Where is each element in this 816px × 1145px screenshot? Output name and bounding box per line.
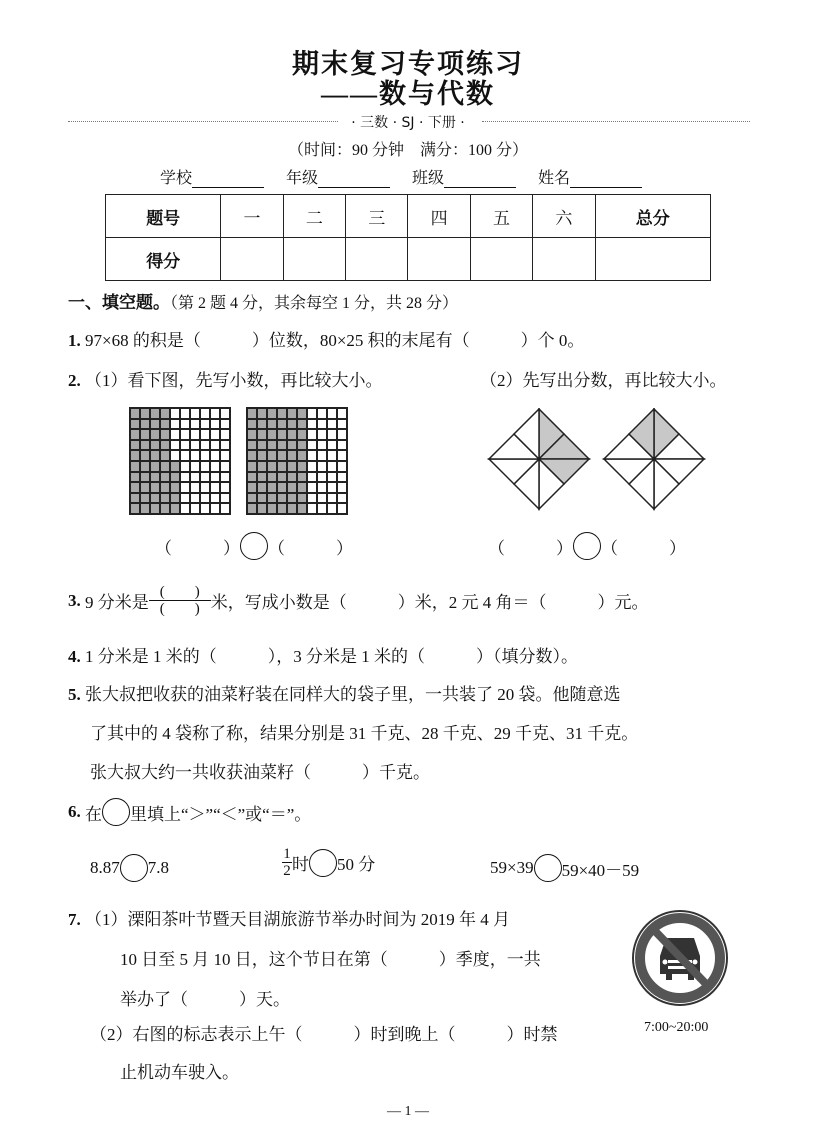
- grid-cell: [277, 503, 287, 514]
- grid-cell: [317, 482, 327, 493]
- grid-cell: [277, 429, 287, 440]
- grid-cell: [130, 429, 140, 440]
- grid-cell: [160, 493, 170, 504]
- grid-cell: [337, 461, 347, 472]
- score-header-cell: 一: [221, 195, 283, 238]
- grid-cell: [210, 503, 220, 514]
- question-7-line: （2）右图的标志表示上午（ ）时到晚上（ ）时禁: [90, 1025, 558, 1044]
- grid-cell: [287, 450, 297, 461]
- grid-cell: [257, 493, 267, 504]
- grid-cell: [190, 503, 200, 514]
- score-cell[interactable]: [533, 238, 595, 281]
- grid-cell: [190, 429, 200, 440]
- grid-cell: [220, 493, 230, 504]
- grid-cell: [287, 440, 297, 451]
- grid-cell: [210, 472, 220, 483]
- grid-cell: [210, 450, 220, 461]
- grid-cell: [337, 450, 347, 461]
- grid-cell: [337, 408, 347, 419]
- grid-cell: [287, 461, 297, 472]
- grid-cell: [200, 440, 210, 451]
- grid-cell: [327, 450, 337, 461]
- field-grade[interactable]: 年级: [286, 165, 390, 188]
- compare-circle[interactable]: [534, 854, 562, 882]
- grid-cell: [130, 482, 140, 493]
- grid-cell: [257, 440, 267, 451]
- grid-cell: [337, 482, 347, 493]
- section-heading: 一、填空题。（第 2 题 4 分，其余每空 1 分，共 28 分）: [68, 293, 459, 312]
- grid-cell: [200, 503, 210, 514]
- grid-cell: [150, 450, 160, 461]
- grid-cell: [140, 472, 150, 483]
- student-info: [160, 165, 642, 188]
- fraction-blank[interactable]: $\frac{( )}{( )}$: [149, 584, 211, 617]
- grid-cell: [287, 503, 297, 514]
- grid-cell: [257, 450, 267, 461]
- score-label: 得分: [106, 238, 221, 281]
- grid-cell: [220, 450, 230, 461]
- grid-cell: [140, 408, 150, 419]
- grid-cell: [220, 429, 230, 440]
- grid-cell: [267, 461, 277, 472]
- grid-cell: [267, 503, 277, 514]
- score-table: [105, 194, 711, 281]
- grid-cell: [307, 503, 317, 514]
- grid-cell: [180, 429, 190, 440]
- grid-cell: [200, 461, 210, 472]
- grid-cell: [210, 493, 220, 504]
- question-2-part-2: （2）先写出分数，再比较大小。: [480, 371, 727, 390]
- score-header-cell: 题号: [106, 195, 221, 238]
- grid-cell: [160, 472, 170, 483]
- grid-cell: [287, 472, 297, 483]
- grid-cell: [307, 419, 317, 430]
- compare-item: 8.87 7.8: [90, 854, 169, 882]
- grid-cell: [140, 482, 150, 493]
- grid-cell: [317, 408, 327, 419]
- grid-cell: [170, 472, 180, 483]
- grid-cell: [267, 419, 277, 430]
- grid-cell: [190, 440, 200, 451]
- grid-cell: [150, 493, 160, 504]
- grid-cell: [180, 419, 190, 430]
- grid-cell: [307, 493, 317, 504]
- grid-cell: [257, 503, 267, 514]
- question-4: 4. 1 分米是 1 米的（ ），3 分米是 1 米的（ ）（填分数）。: [68, 647, 578, 666]
- compare-decimals: （ ） （ ）: [155, 532, 353, 560]
- grid-cell: [267, 472, 277, 483]
- grid-cell: [327, 461, 337, 472]
- grid-cell: [160, 482, 170, 493]
- grid-cell: [297, 440, 307, 451]
- score-cell[interactable]: [283, 238, 345, 281]
- grid-cell: [317, 419, 327, 430]
- grid-cell: [317, 461, 327, 472]
- grid-cell: [210, 419, 220, 430]
- grid-cell: [317, 440, 327, 451]
- question-5-line: 了其中的 4 袋称了称，结果分别是 31 千克、28 千克、29 千克、31 千克。: [90, 724, 639, 743]
- score-cell[interactable]: [346, 238, 408, 281]
- grid-cell: [160, 408, 170, 419]
- grid-cell: [180, 440, 190, 451]
- grid-cell: [140, 450, 150, 461]
- grid-cell: [247, 419, 257, 430]
- grid-cell: [327, 429, 337, 440]
- grid-cell: [317, 493, 327, 504]
- grid-cell: [220, 461, 230, 472]
- grid-cell: [337, 440, 347, 451]
- grid-cell: [170, 493, 180, 504]
- question-5: 5. 张大叔把收获的油菜籽装在同样大的袋子里，一共装了 20 袋。他随意选: [68, 685, 621, 704]
- grid-cell: [170, 450, 180, 461]
- compare-fractions: （ ） （ ）: [488, 532, 686, 560]
- grid-cell: [287, 493, 297, 504]
- grid-cell: [140, 461, 150, 472]
- grid-cell: [140, 429, 150, 440]
- score-row: [106, 238, 711, 281]
- grid-cell: [247, 503, 257, 514]
- grid-cell: [210, 408, 220, 419]
- grid-cell: [297, 472, 307, 483]
- grid-cell: [150, 429, 160, 440]
- score-header-cell: 五: [470, 195, 532, 238]
- grid-cell: [170, 440, 180, 451]
- compare-circle[interactable]: [309, 849, 337, 877]
- question-7-line: 举办了（ ）天。: [120, 990, 290, 1009]
- grid-cell: [180, 482, 190, 493]
- grid-cell: [180, 408, 190, 419]
- grid-cell: [150, 472, 160, 483]
- grid-cell: [277, 472, 287, 483]
- grid-cell: [170, 429, 180, 440]
- grid-cell: [160, 461, 170, 472]
- grid-cell: [267, 408, 277, 419]
- grid-cell: [307, 472, 317, 483]
- grid-cell: [190, 419, 200, 430]
- grid-cell: [180, 472, 190, 483]
- score-cell[interactable]: [221, 238, 283, 281]
- grid-cell: [200, 408, 210, 419]
- grid-cell: [297, 408, 307, 419]
- grid-cell: [277, 461, 287, 472]
- grid-cell: [337, 503, 347, 514]
- grid-cell: [130, 461, 140, 472]
- grid-cell: [190, 408, 200, 419]
- grid-cell: [247, 493, 257, 504]
- grid-cell: [267, 450, 277, 461]
- grid-cell: [287, 408, 297, 419]
- score-header-cell: 六: [533, 195, 595, 238]
- grid-cell: [210, 440, 220, 451]
- grid-cell: [277, 482, 287, 493]
- hundred-grid: [129, 407, 231, 515]
- grid-cell: [277, 419, 287, 430]
- compare-circle[interactable]: [240, 532, 268, 560]
- score-header-row: [106, 195, 711, 238]
- grid-cell: [220, 503, 230, 514]
- grid-cell: [327, 472, 337, 483]
- grid-cell: [150, 461, 160, 472]
- grid-cell: [140, 419, 150, 430]
- grid-cell: [287, 482, 297, 493]
- grid-cell: [267, 482, 277, 493]
- grid-cell: [327, 482, 337, 493]
- grid-cell: [327, 440, 337, 451]
- grid-cell: [190, 472, 200, 483]
- no-motor-vehicles-sign-icon: [630, 908, 730, 1008]
- grid-cell: [257, 419, 267, 430]
- grid-cell: [150, 408, 160, 419]
- grid-cell: [337, 429, 347, 440]
- field-name[interactable]: 姓名: [538, 165, 642, 188]
- grid-cell: [327, 503, 337, 514]
- sign-caption: 7:00~20:00: [644, 1020, 709, 1035]
- grid-cell: [200, 450, 210, 461]
- grid-cell: [190, 482, 200, 493]
- grid-cell: [257, 408, 267, 419]
- grid-cell: [247, 440, 257, 451]
- grid-cell: [220, 419, 230, 430]
- grid-cell: [140, 493, 150, 504]
- compare-item: 59×39 59×40－59: [490, 854, 639, 882]
- grid-cell: [317, 503, 327, 514]
- grid-cell: [307, 482, 317, 493]
- diamond-figures: [486, 408, 726, 513]
- grid-cell: [287, 429, 297, 440]
- grid-cell: [307, 408, 317, 419]
- grid-cell: [337, 419, 347, 430]
- score-cell[interactable]: [408, 238, 470, 281]
- field-class[interactable]: 班级: [412, 165, 516, 188]
- grid-cell: [210, 429, 220, 440]
- question-7-line: 10 日至 5 月 10 日，这个节日在第（ ）季度，一共: [120, 950, 541, 969]
- score-cell[interactable]: [470, 238, 532, 281]
- edition: · 三数 · SJ · 下册 ·: [351, 115, 465, 131]
- grid-cell: [160, 450, 170, 461]
- compare-circle[interactable]: [573, 532, 601, 560]
- grid-cell: [200, 493, 210, 504]
- grid-cell: [247, 482, 257, 493]
- grid-cell: [140, 440, 150, 451]
- question-6: 6. 在 里填上“＞”“＜”或“＝”。: [68, 798, 311, 826]
- grid-cell: [220, 440, 230, 451]
- compare-circle[interactable]: [120, 854, 148, 882]
- grid-cell: [150, 440, 160, 451]
- grid-cell: [180, 450, 190, 461]
- grid-cell: [247, 461, 257, 472]
- grid-cell: [170, 461, 180, 472]
- question-7-line: 止机动车驶入。: [120, 1063, 239, 1082]
- grid-cell: [277, 450, 287, 461]
- page-number: — 1 —: [387, 1104, 429, 1119]
- grid-cell: [337, 472, 347, 483]
- grid-cell: [307, 450, 317, 461]
- grid-cell: [170, 408, 180, 419]
- grid-cell: [200, 429, 210, 440]
- grid-cell: [287, 419, 297, 430]
- grid-cell: [130, 450, 140, 461]
- grid-cell: [160, 503, 170, 514]
- grid-cell: [257, 461, 267, 472]
- question-2: 2. （1）看下图，先写小数，再比较大小。: [68, 371, 383, 390]
- grid-cell: [160, 440, 170, 451]
- grid-cell: [160, 429, 170, 440]
- grid-cell: [170, 419, 180, 430]
- grid-cell: [150, 503, 160, 514]
- grid-cell: [150, 419, 160, 430]
- grid-cell: [190, 461, 200, 472]
- grid-cell: [170, 503, 180, 514]
- grid-cell: [200, 472, 210, 483]
- grid-cell: [277, 408, 287, 419]
- grid-cell: [170, 482, 180, 493]
- question-1: 1. 97×68 的积是（ ）位数，80×25 积的末尾有（ ）个 0。: [68, 331, 585, 350]
- grid-cell: [130, 408, 140, 419]
- grid-cell: [307, 429, 317, 440]
- question-5-line: 张大叔大约一共收获油菜籽（ ）千克。: [90, 763, 430, 782]
- grid-cell: [297, 482, 307, 493]
- grid-cell: [297, 461, 307, 472]
- grid-cell: [160, 419, 170, 430]
- question-7: 7. （1）溧阳茶叶节暨天目湖旅游节举办时间为 2019 年 4 月: [68, 910, 510, 929]
- grid-cell: [297, 450, 307, 461]
- grid-cell: [190, 450, 200, 461]
- grid-cell: [247, 408, 257, 419]
- grid-cell: [210, 461, 220, 472]
- grid-cell: [317, 450, 327, 461]
- grid-cell: [277, 440, 287, 451]
- page-subtitle: ——数与代数: [321, 79, 495, 109]
- grid-cell: [247, 429, 257, 440]
- grid-cell: [317, 429, 327, 440]
- grid-cell: [327, 419, 337, 430]
- grid-cell: [267, 440, 277, 451]
- field-school[interactable]: 学校: [160, 165, 264, 188]
- score-cell[interactable]: [595, 238, 710, 281]
- grid-cell: [150, 482, 160, 493]
- grid-cell: [327, 493, 337, 504]
- score-header-cell: 三: [346, 195, 408, 238]
- grid-cell: [247, 472, 257, 483]
- grid-cell: [190, 493, 200, 504]
- circle-icon: [102, 798, 130, 826]
- grid-cell: [257, 472, 267, 483]
- grid-cell: [267, 493, 277, 504]
- question-3: 3. 9 分米是 $\frac{( )}{( )}$ 米，写成小数是（ ）米，2 元 4 角＝（ ）元。: [68, 584, 649, 617]
- grid-cell: [180, 503, 190, 514]
- grid-cell: [257, 482, 267, 493]
- score-header-cell: 总分: [595, 195, 710, 238]
- grid-cell: [130, 440, 140, 451]
- hundred-grid: [246, 407, 348, 515]
- grid-cell: [220, 408, 230, 419]
- score-header-cell: 四: [408, 195, 470, 238]
- grid-cell: [317, 472, 327, 483]
- grid-cell: [130, 472, 140, 483]
- grid-cell: [200, 482, 210, 493]
- score-header-cell: 二: [283, 195, 345, 238]
- grid-cell: [307, 440, 317, 451]
- grid-cell: [130, 493, 140, 504]
- grid-cell: [307, 461, 317, 472]
- grid-cell: [297, 493, 307, 504]
- page-title: 期末复习专项练习: [292, 49, 524, 79]
- grid-cell: [277, 493, 287, 504]
- grid-cell: [200, 419, 210, 430]
- grid-cell: [220, 472, 230, 483]
- grid-cell: [327, 408, 337, 419]
- grid-cell: [247, 450, 257, 461]
- grid-cell: [297, 503, 307, 514]
- grid-cell: [180, 461, 190, 472]
- grid-cell: [220, 482, 230, 493]
- grid-cell: [140, 503, 150, 514]
- grid-cell: [337, 493, 347, 504]
- grid-cell: [297, 419, 307, 430]
- grid-cell: [210, 482, 220, 493]
- time-info: （时间：90 分钟 满分：100 分）: [287, 142, 528, 159]
- grid-cell: [130, 503, 140, 514]
- grid-cell: [267, 429, 277, 440]
- compare-item: $\frac{1}{2}$ 时 50 分: [283, 846, 376, 879]
- grid-cell: [257, 429, 267, 440]
- grid-cell: [180, 493, 190, 504]
- grid-cell: [297, 429, 307, 440]
- grid-cell: [130, 419, 140, 430]
